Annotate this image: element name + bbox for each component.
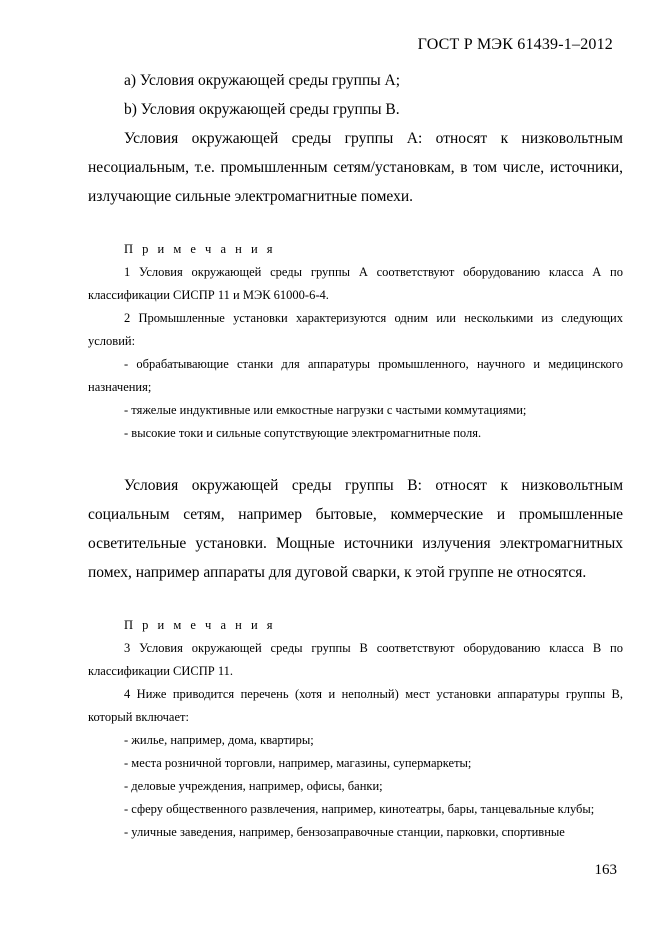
- note-item: - высокие токи и сильные сопутствующие электромагнитные поля.: [124, 426, 482, 440]
- paragraph-group-b: Условия окружающей среды группы В: относят к низковольтным социальным сетям, например бытовые, коммерческие и промышленные осветительные установки. Мощные источники излучения электромагнитных помех, например аппараты для дуговой сварки, к этой группе не относятся.: [88, 477, 623, 581]
- note-item: 4 Ниже приводится перечень (хотя и неполный) мест установки аппаратуры группы В, который включает:: [88, 687, 623, 724]
- paragraph-group-a: Условия окружающей среды группы А: относят к низковольтным несоциальным, т.е. промышленным сетям/установкам, в том числе, источники, излучающие сильные электромагнитные помехи.: [88, 130, 623, 205]
- note-item: 1 Условия окружающей среды группы А соответствуют оборудованию класса А по классификации СИСПР 11 и МЭК 61000-6-4.: [88, 265, 623, 302]
- page-content: [88, 66, 623, 844]
- note-item: - тяжелые индуктивные или емкостные нагрузки с частыми коммутациями;: [124, 403, 527, 417]
- notes-title: П р и м е ч а н и я: [124, 242, 276, 256]
- note-item: 3 Условия окружающей среды группы В соответствуют оборудованию класса В по классификации СИСПР 11.: [88, 641, 623, 678]
- note-item: - деловые учреждения, например, офисы, банки;: [124, 779, 383, 793]
- page-number: 163: [594, 862, 617, 878]
- notes-title: П р и м е ч а н и я: [124, 618, 276, 632]
- page-header-standard: ГОСТ Р МЭК 61439-1–2012: [417, 36, 613, 53]
- note-item: - обрабатывающие станки для аппаратуры промышленного, научного и медицинского назначения;: [88, 357, 623, 394]
- note-item: - жилье, например, дома, квартиры;: [124, 733, 314, 747]
- note-item: - места розничной торговли, например, магазины, супермаркеты;: [124, 756, 472, 770]
- note-item: - уличные заведения, например, бензозаправочные станции, парковки, спортивные: [124, 825, 565, 839]
- notes-block-2: [88, 613, 623, 844]
- note-item: - сферу общественного развлечения, например, кинотеатры, бары, танцевальные клубы;: [124, 802, 595, 816]
- list-item-b: b) Условия окружающей среды группы В.: [124, 101, 400, 118]
- list-item-a: a) Условия окружающей среды группы А;: [124, 72, 401, 89]
- notes-block-1: [88, 237, 623, 445]
- note-item: 2 Промышленные установки характеризуются одним или несколькими из следующих условий:: [88, 311, 623, 348]
